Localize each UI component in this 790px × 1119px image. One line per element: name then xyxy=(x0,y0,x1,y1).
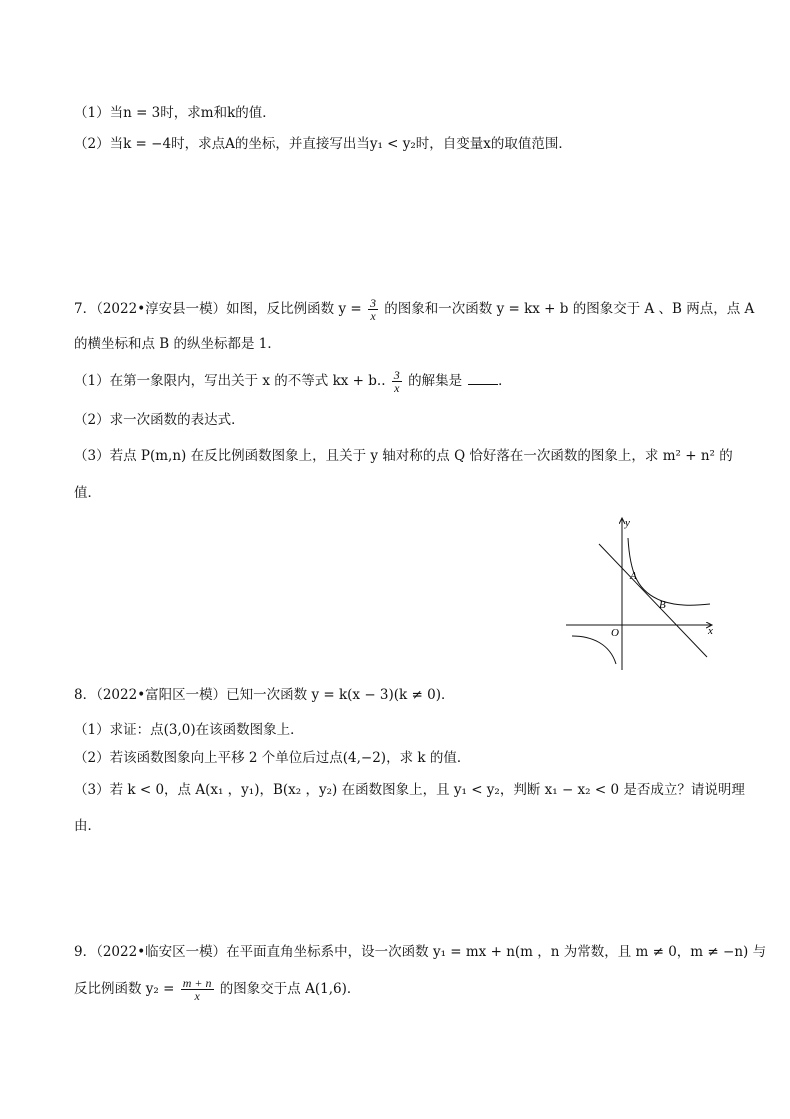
q7-header-text-b: 的图象和一次函数 y = kx + b 的图象交于 A 、B 两点，点 A xyxy=(384,301,755,317)
q7-header-cont xyxy=(74,334,281,354)
point-b-label: B xyxy=(659,599,666,611)
fraction-numerator: 3 xyxy=(393,368,400,382)
q7-header xyxy=(74,297,754,322)
point-a-label: A xyxy=(630,570,637,582)
q7-header-text-a: 7．（2022•淳安县一模）如图，反比例函数 y = xyxy=(74,301,362,317)
q7-part3-text-b: 值． xyxy=(74,485,101,501)
q8-part2 xyxy=(74,748,470,768)
q7-part3-text-a: （3）若点 P(m,n) 在反比例函数图象上，且关于 y 轴对称的点 Q 恰好落在一次函数的图象上，求 m² + n² 的 xyxy=(74,448,733,464)
fraction-denominator: x xyxy=(194,989,200,1003)
hyperbola-branch-1 xyxy=(628,538,710,605)
q8-part3-text-a: （3）若 k < 0，点 A(x₁ ，y₁)，B(x₂ ，y₂) 在函数图象上，且 y₁ < y₂，判断 x₁ − x₂ < 0 是否成立？请说明理 xyxy=(74,782,745,798)
period: ． xyxy=(498,373,512,389)
q8-part1-text: （1）求证：点(3,0)在该函数图象上． xyxy=(74,722,304,738)
fraction-numerator: 3 xyxy=(369,296,376,310)
function-graph-figure xyxy=(562,512,722,672)
fraction-denominator: x xyxy=(370,309,376,323)
q6-part1-text: （1）当n = 3时，求m和k的值． xyxy=(74,105,276,121)
q7-part1-text-a: （1）在第一象限内，写出关于 x 的不等式 kx + b.. xyxy=(74,373,386,389)
q7-part3-cont xyxy=(74,483,101,503)
linear-function-line xyxy=(599,544,707,657)
q8-part3 xyxy=(74,780,745,800)
fraction-denominator: x xyxy=(394,381,400,395)
x-axis-label: x xyxy=(708,625,713,637)
q9-header-text-a: 9．（2022•临安区一模）在平面直角坐标系中，设一次函数 y₁ = mx + n(m ，n 为常数，且 m ≠ 0，m ≠ −n) 与 xyxy=(74,944,767,960)
q8-header-text: 8．（2022•富阳区一模）已知一次函数 y = k(x − 3)(k ≠ 0)． xyxy=(74,687,455,703)
q7-part2-text: （2）求一次函数的表达式． xyxy=(74,412,245,428)
q6-part2 xyxy=(74,134,572,154)
q9-header-text-b: 反比例函数 y₂ = xyxy=(74,981,175,997)
q8-part3-text-b: 由． xyxy=(74,818,101,834)
y-axis-label: y xyxy=(625,517,630,529)
q9-header-text-c: 的图象交于点 A(1,6)． xyxy=(219,981,361,997)
fraction-numerator: m + n xyxy=(182,976,212,990)
q7-part1-fraction xyxy=(392,369,402,394)
q7-part1-text-b: 的解集是 xyxy=(408,373,463,389)
q8-header xyxy=(74,685,454,705)
q6-part1 xyxy=(74,103,276,123)
q9-header-cont xyxy=(74,977,360,1002)
q7-part1 xyxy=(74,369,512,394)
q7-part2 xyxy=(74,410,245,430)
q8-part1 xyxy=(74,720,304,740)
q8-part3-cont xyxy=(74,816,101,836)
q8-part2-text: （2）若该函数图象向上平移 2 个单位后过点(4,−2)，求 k 的值． xyxy=(74,750,471,766)
answer-blank xyxy=(468,371,498,385)
q9-header xyxy=(74,942,766,962)
q7-part3 xyxy=(74,446,733,466)
q7-header-fraction xyxy=(368,297,378,322)
q6-part2-text: （2）当k = −4时，求点A的坐标，并直接写出当y₁ < y₂时，自变量x的取值范围． xyxy=(74,136,572,152)
q7-header-text-c: 的横坐标和点 B 的纵坐标都是 1． xyxy=(74,336,281,352)
origin-label: O xyxy=(611,627,619,639)
hyperbola-branch-3 xyxy=(572,636,616,664)
q9-header-fraction xyxy=(181,977,214,1002)
